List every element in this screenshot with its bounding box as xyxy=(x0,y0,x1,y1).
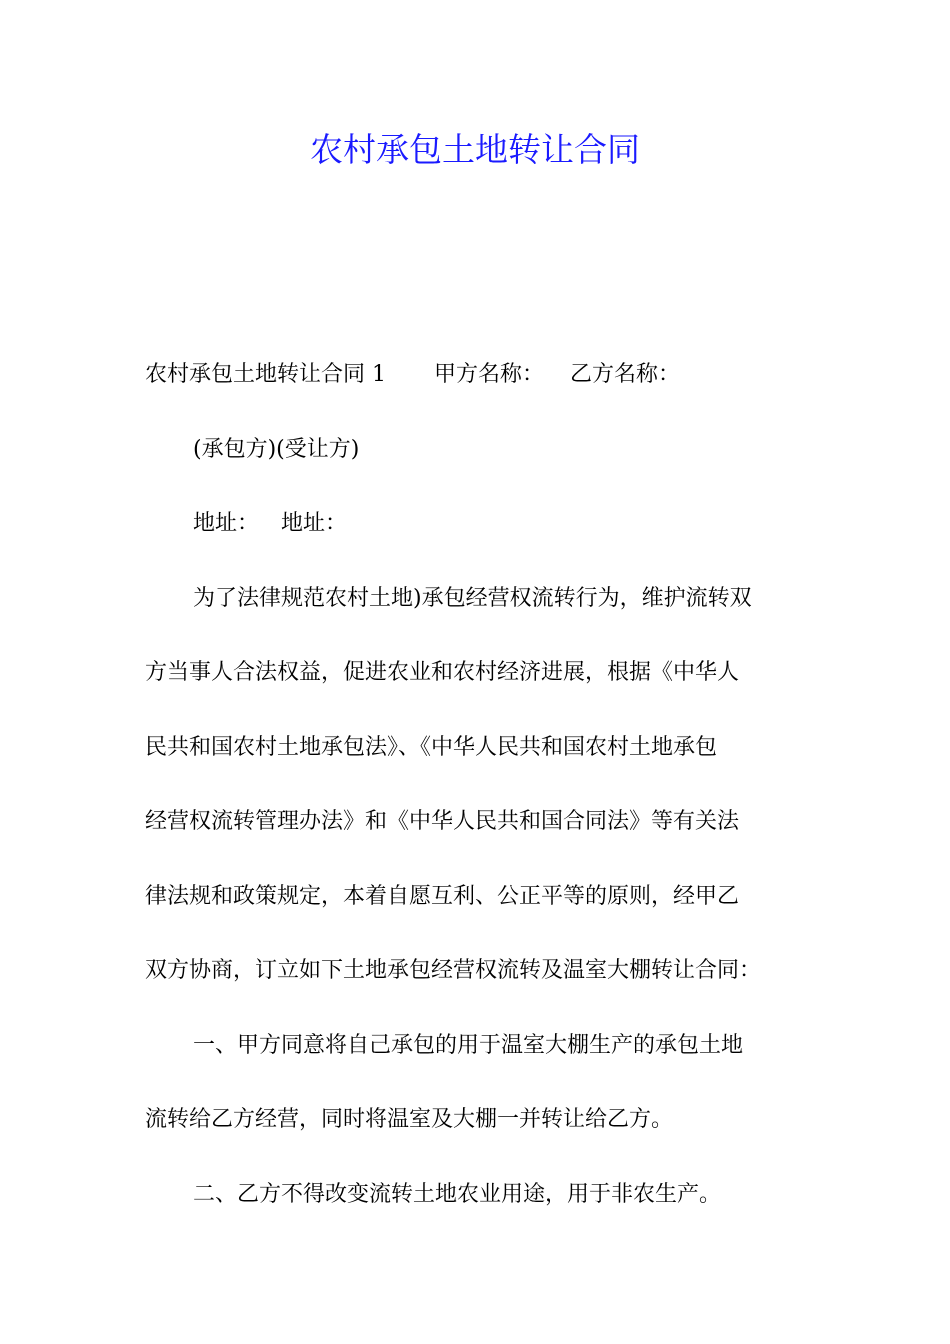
paragraph-line: 为了法律规范农村土地)承包经营权流转行为，维护流转双 xyxy=(193,585,752,611)
paragraph-line: 方当事人合法权益，促进农业和农村经济进展，根据《中华人 xyxy=(145,660,740,685)
party-a-address-label: 地址： xyxy=(193,511,260,536)
paragraph-line: 经营权流转管理办法》和《中华人民共和国合同法》等有关法 xyxy=(145,809,740,834)
paragraph-line: 律法规和政策规定，本着自愿互利、公正平等的原则，经甲乙 xyxy=(145,883,740,909)
clause-1-line: 一、甲方同意将自己承包的用于温室大棚生产的承包土地 xyxy=(193,1032,744,1058)
party-a-name-label: 甲方名称： xyxy=(434,362,545,387)
roles-line xyxy=(145,413,805,488)
clause-2-line: 二、乙方不得改变流转土地农业用途，用于非农生产。 xyxy=(193,1181,722,1207)
paragraph-line: 双方协商，订立如下土地承包经营权流转及温室大棚转让合同： xyxy=(145,958,762,983)
contract-number: 农村承包土地转让合同 1 xyxy=(145,362,386,387)
clause-1-line: 流转给乙方经营，同时将温室及大棚一并转让给乙方。 xyxy=(145,1107,674,1132)
document-body xyxy=(145,338,805,1232)
party-roles: (承包方)(受让方) xyxy=(193,436,360,462)
party-b-name-label: 乙方名称： xyxy=(570,362,681,387)
party-b-address-label: 地址： xyxy=(281,511,348,536)
header-line xyxy=(145,338,805,413)
paragraph-line: 民共和国农村土地承包法》、《中华人民共和国农村土地承包 xyxy=(145,734,718,760)
address-line xyxy=(145,487,805,562)
document-title: 农村承包土地转让合同 xyxy=(310,130,640,169)
